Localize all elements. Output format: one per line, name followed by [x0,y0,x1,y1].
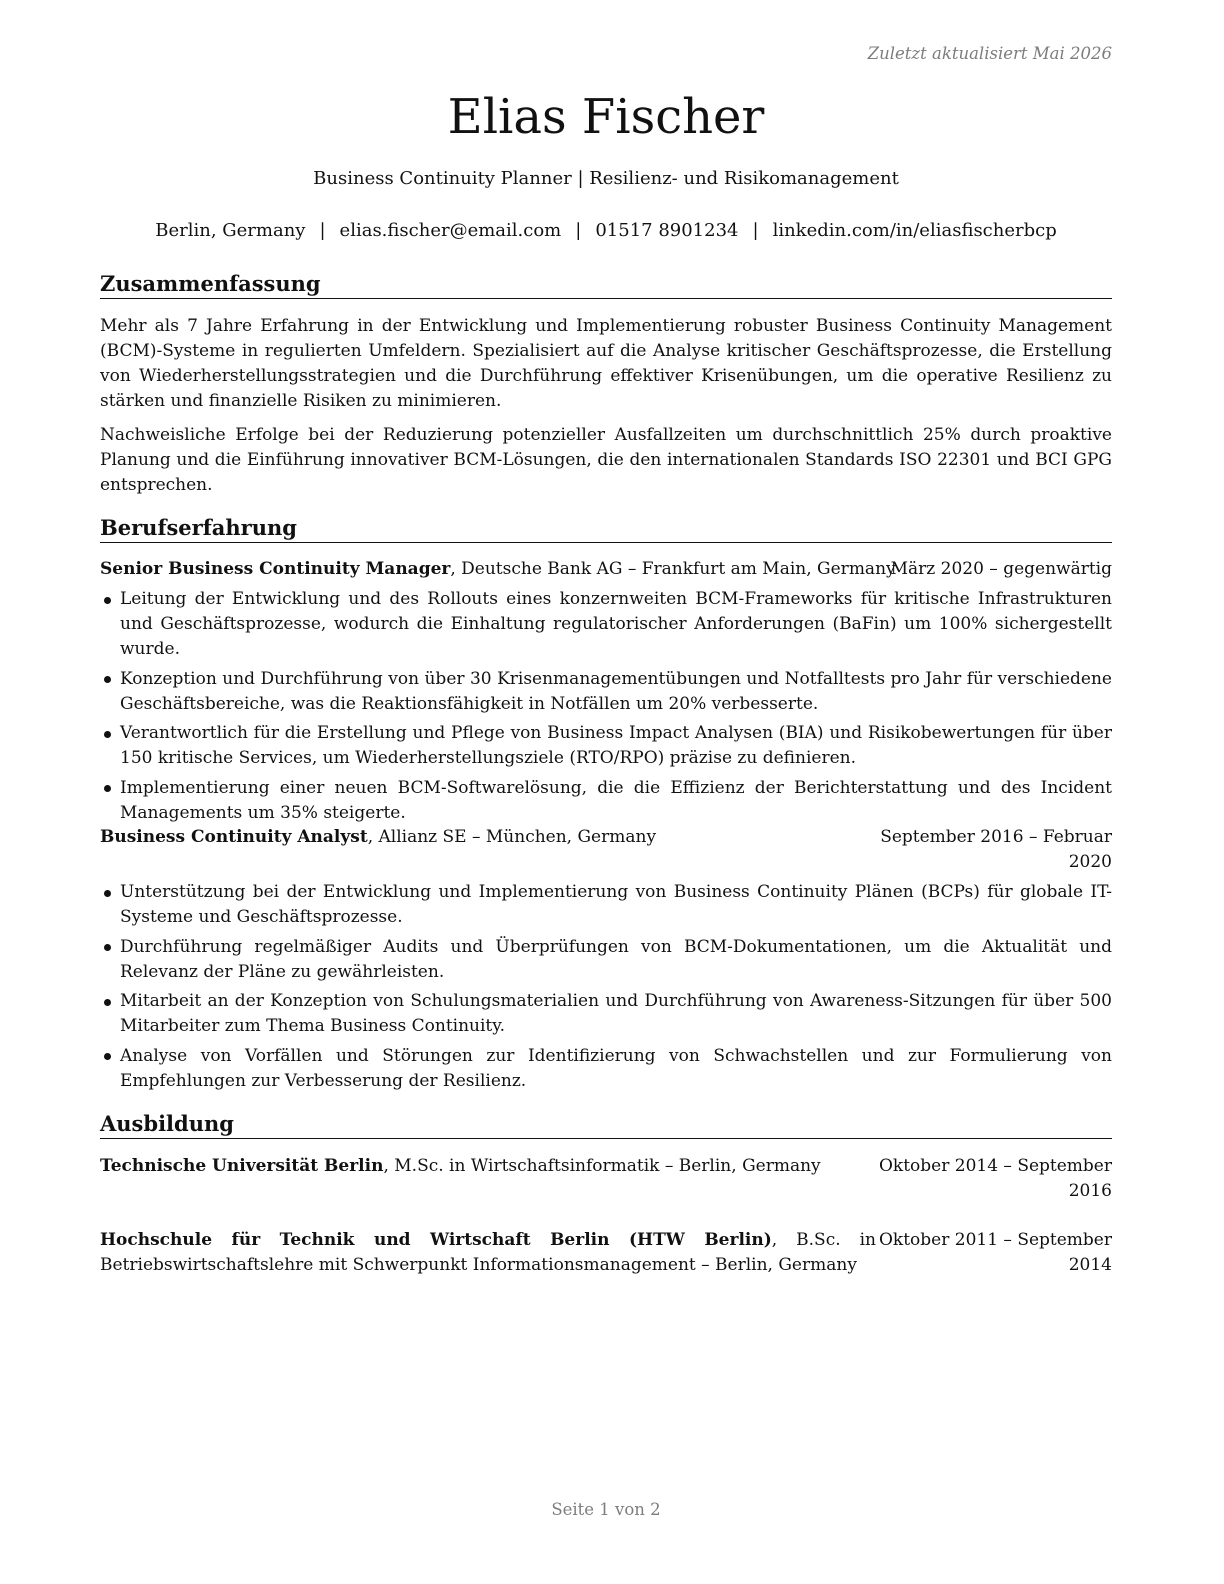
education-entry [100,1154,1112,1204]
list-item: Unterstützung bei der Entwicklung und Implementierung von Business Continuity Plänen (BCPs) für globale IT-Systeme und Geschäftsprozesse. [100,880,1112,930]
contact-phone[interactable]: 01517 8901234 [595,220,739,241]
job-title-line [100,825,656,850]
education-dates [879,1228,1112,1278]
list-item: Mitarbeit an der Konzeption von Schulungsmaterialien und Durchführung von Awareness-Sitzungen für über 500 Mitarbeiter zum Thema Business Continuity. [100,989,1112,1039]
contact-separator: | [752,220,759,241]
job-org: , Allianz SE – München, Germany [367,827,657,847]
section-title-education: Ausbildung [100,1110,1112,1139]
education-dates-line: Oktober 2014 – September [878,1156,1112,1176]
last-updated: Zuletzt aktualisiert Mai 2026 [867,44,1112,63]
education-entry [100,1228,1112,1278]
contact-separator: | [575,220,582,241]
summary-paragraph: Nachweisliche Erfolge bei der Reduzierung potenzieller Ausfallzeiten um durchschnittlich 25% durch proaktive Planung und die Einführung innovativer BCM-Lösungen, die den internationalen Standards ISO 22301 und BCI GPG entsprechen. [100,425,1112,495]
education-title-line [100,1228,876,1278]
education-detail: , B.Sc. in Betriebswirtschaftslehre mit Schwerpunkt Informationsmanagement – Berlin, Germany [100,1230,876,1275]
list-item: Analyse von Vorfällen und Störungen zur Identifizierung von Schwachstellen und zur Formulierung von Empfehlungen zur Verbesserung der Resilienz. [100,1044,1112,1094]
contact-email[interactable]: elias.fischer@email.com [339,220,562,241]
education-school: Hochschule für Technik und Wirtschaft Berlin (HTW Berlin) [100,1230,772,1250]
education-title-line [100,1154,821,1179]
candidate-name: Elias Fischer [447,89,765,145]
page-number: Seite 1 von 2 [551,1500,661,1519]
education-detail: , M.Sc. in Wirtschaftsinformatik – Berlin, Germany [383,1156,821,1176]
contact-location: Berlin, Germany [155,220,306,241]
job-dates-line: 2020 [1068,852,1112,872]
headline: Business Continuity Planner | Resilienz- und Risikomanagement [313,168,899,189]
list-item: Durchführung regelmäßiger Audits und Überprüfungen von BCM-Dokumentationen, um die Aktualität und Relevanz der Pläne zu gewährleisten. [100,935,1112,985]
job-role: Business Continuity Analyst [100,827,368,847]
job-dates [880,825,1112,875]
education-school: Technische Universität Berlin [100,1156,384,1176]
list-item: Leitung der Entwicklung und des Rollouts eines konzernweiten BCM-Frameworks für kritische Infrastrukturen und Geschäftsprozesse, wodurch die Einhaltung regulatorischer Anforderungen (BaFin) um 100% sichergestellt wurde. [100,587,1112,662]
list-item: Konzeption und Durchführung von über 30 Krisenmanagementübungen und Notfalltests pro Jahr für verschiedene Geschäftsbereiche, was die Reaktionsfähigkeit in Notfällen um 20% verbesserte. [100,667,1112,717]
education-dates-line: 2016 [1068,1181,1112,1201]
job-title-line [100,557,896,582]
list-item: Verantwortlich für die Erstellung und Pflege von Business Impact Analysen (BIA) und Risikobewertungen für über 150 kritische Services, um Wiederherstellungsziele (RTO/RPO) präzise zu definieren. [100,721,1112,771]
job-bullets [100,880,1112,1098]
job-dates-line: September 2016 – Februar [880,827,1112,847]
education-dates-line: 2014 [1068,1255,1112,1275]
contact-linkedin[interactable]: linkedin.com/in/eliasfischerbcp [772,220,1057,241]
resume-page [100,0,1112,1584]
education-dates [879,1154,1112,1204]
section-title-summary: Zusammenfassung [100,270,1112,299]
job-org: , Deutsche Bank AG – Frankfurt am Main, Germany [450,559,896,579]
section-title-experience: Berufserfahrung [100,514,1112,543]
summary-paragraph: Mehr als 7 Jahre Erfahrung in der Entwicklung und Implementierung robuster Business Continuity Management (BCM)-Systeme in regulierten Umfeldern. Spezialisiert auf die Analyse kritischer Geschäftsprozesse, die Erstellung von Wiederherstellungsstrategien und die Durchführung effektiver Krisenübungen, um die operative Resilienz zu stärken und finanzielle Risiken zu minimieren. [100,316,1112,411]
job-dates: März 2020 – gegenwärtig [890,559,1112,579]
contact-line [100,218,1112,244]
list-item: Implementierung einer neuen BCM-Softwarelösung, die die Effizienz der Berichterstattung und des Incident Managements um 35% steigerte. [100,776,1112,826]
job-bullets [100,587,1112,830]
education-dates-line: Oktober 2011 – September [878,1230,1112,1250]
contact-separator: | [319,220,326,241]
job-role: Senior Business Continuity Manager [100,559,451,579]
job-header [100,825,1112,875]
